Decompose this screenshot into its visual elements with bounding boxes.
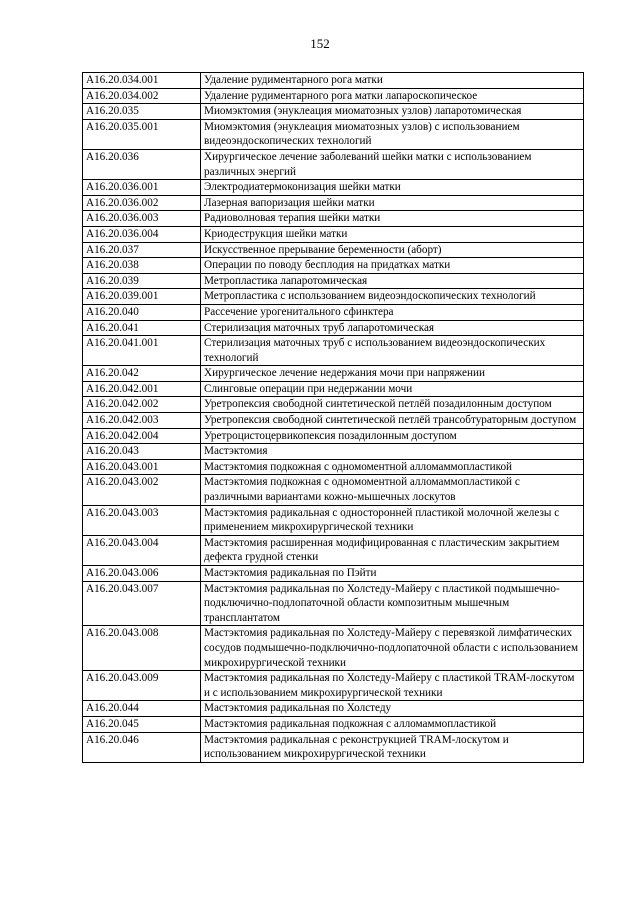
procedure-code-cell: A16.20.034.001 — [83, 73, 201, 89]
table-row — [83, 428, 584, 444]
procedure-name-cell: Мастэктомия радикальная по Холстеду — [201, 701, 584, 717]
table-row — [83, 195, 584, 211]
procedure-code-cell: A16.20.042.004 — [83, 428, 201, 444]
procedure-name-cell: Операции по поводу бесплодия на придатках матки — [201, 258, 584, 274]
table-row — [83, 88, 584, 104]
table-row — [83, 119, 584, 149]
table-row — [83, 459, 584, 475]
table-row — [83, 242, 584, 258]
table-row — [83, 258, 584, 274]
procedure-code-cell: A16.20.042.003 — [83, 413, 201, 429]
procedure-name-cell: Метропластика лапаротомическая — [201, 273, 584, 289]
procedure-code-cell: A16.20.043.002 — [83, 475, 201, 505]
table-row — [83, 566, 584, 582]
procedure-name-cell: Мастэктомия подкожная с одномоментной алломаммопластикой — [201, 459, 584, 475]
procedure-name-cell: Мастэктомия радикальная с реконструкцией TRAM-лоскутом и использованием микрохирургической техники — [201, 732, 584, 762]
procedure-code-cell: A16.20.043.008 — [83, 626, 201, 671]
procedure-code-cell: A16.20.043.009 — [83, 671, 201, 701]
procedure-codes-body — [83, 73, 584, 763]
table-row — [83, 273, 584, 289]
table-row — [83, 413, 584, 429]
procedure-name-cell: Мастэктомия радикальная по Холстеду-Майеру с пластикой подмышечно-подключично-подлопаточной области композитным мышечным трансплантатом — [201, 581, 584, 626]
table-row — [83, 211, 584, 227]
procedure-name-cell: Мастэктомия радикальная по Холстеду-Майеру с перевязкой лимфатических сосудов подмышечно-подключично-подлопаточной области с использованием микрохирургической техники — [201, 626, 584, 671]
procedure-name-cell: Миомэктомия (энуклеация миоматозных узлов) лапаротомическая — [201, 104, 584, 120]
page-number: 152 — [310, 36, 330, 51]
procedure-name-cell: Метропластика с использованием видеоэндоскопических технологий — [201, 289, 584, 305]
table-row — [83, 104, 584, 120]
procedure-code-cell: A16.20.036.004 — [83, 226, 201, 242]
procedure-name-cell: Уретропексия свободной синтетической петлёй позадилонным доступом — [201, 397, 584, 413]
procedure-code-cell: A16.20.042.001 — [83, 381, 201, 397]
table-row — [83, 73, 584, 89]
procedure-name-cell: Удаление рудиментарного рога матки — [201, 73, 584, 89]
procedure-name-cell: Рассечение урогенитального сфинктера — [201, 304, 584, 320]
procedure-name-cell: Стерилизация маточных труб с использованием видеоэндоскопических технологий — [201, 336, 584, 366]
table-row — [83, 289, 584, 305]
table-row — [83, 366, 584, 382]
procedure-code-cell: A16.20.043 — [83, 444, 201, 460]
table-row — [83, 397, 584, 413]
table-row — [83, 581, 584, 626]
procedure-name-cell: Стерилизация маточных труб лапаротомическая — [201, 320, 584, 336]
procedure-name-cell: Уретроцистоцервикопексия позадилонным доступом — [201, 428, 584, 444]
procedure-name-cell: Мастэктомия расширенная модифицированная с пластическим закрытием дефекта грудной стенки — [201, 535, 584, 565]
table-row — [83, 505, 584, 535]
table-row — [83, 304, 584, 320]
table-row — [83, 671, 584, 701]
table-row — [83, 716, 584, 732]
table-row — [83, 475, 584, 505]
procedure-code-cell: A16.20.043.001 — [83, 459, 201, 475]
table-row — [83, 381, 584, 397]
procedure-code-cell: A16.20.041.001 — [83, 336, 201, 366]
table-row — [83, 701, 584, 717]
procedure-code-cell: A16.20.034.002 — [83, 88, 201, 104]
procedure-code-cell: A16.20.038 — [83, 258, 201, 274]
table-row — [83, 149, 584, 179]
procedure-code-cell: A16.20.040 — [83, 304, 201, 320]
procedure-name-cell: Мастэктомия радикальная по Пэйти — [201, 566, 584, 582]
procedure-code-cell: A16.20.036.003 — [83, 211, 201, 227]
procedure-code-cell: A16.20.043.006 — [83, 566, 201, 582]
table-row — [83, 180, 584, 196]
procedure-code-cell: A16.20.036.001 — [83, 180, 201, 196]
procedure-code-cell: A16.20.041 — [83, 320, 201, 336]
table-row — [83, 626, 584, 671]
table-row — [83, 226, 584, 242]
table-row — [83, 336, 584, 366]
procedure-name-cell: Удаление рудиментарного рога матки лапароскопическое — [201, 88, 584, 104]
table-row — [83, 320, 584, 336]
procedure-code-cell: A16.20.039 — [83, 273, 201, 289]
procedure-code-cell: A16.20.042.002 — [83, 397, 201, 413]
procedure-name-cell: Мастэктомия радикальная с односторонней пластикой молочной железы с применением микрохирургической техники — [201, 505, 584, 535]
procedure-code-cell: A16.20.043.004 — [83, 535, 201, 565]
procedure-code-cell: A16.20.035 — [83, 104, 201, 120]
procedure-name-cell: Мастэктомия подкожная с одномоментной алломаммопластикой с различными вариантами кожно-мышечных лоскутов — [201, 475, 584, 505]
procedure-code-cell: A16.20.046 — [83, 732, 201, 762]
procedure-name-cell: Миомэктомия (энуклеация миоматозных узлов) с использованием видеоэндоскопических технологий — [201, 119, 584, 149]
procedure-name-cell: Мастэктомия — [201, 444, 584, 460]
procedure-code-cell: A16.20.043.003 — [83, 505, 201, 535]
procedure-codes-table — [82, 72, 584, 763]
table-row — [83, 535, 584, 565]
procedure-code-cell: A16.20.035.001 — [83, 119, 201, 149]
procedure-code-cell: A16.20.043.007 — [83, 581, 201, 626]
procedure-code-cell: A16.20.036 — [83, 149, 201, 179]
table-row — [83, 444, 584, 460]
procedure-name-cell: Электродиатермоконизация шейки матки — [201, 180, 584, 196]
procedure-name-cell: Лазерная вапоризация шейки матки — [201, 195, 584, 211]
procedure-code-cell: A16.20.039.001 — [83, 289, 201, 305]
procedure-name-cell: Слинговые операции при недержании мочи — [201, 381, 584, 397]
procedure-name-cell: Криодеструкция шейки матки — [201, 226, 584, 242]
procedure-code-cell: A16.20.036.002 — [83, 195, 201, 211]
procedure-name-cell: Радиоволновая терапия шейки матки — [201, 211, 584, 227]
procedure-code-cell: A16.20.045 — [83, 716, 201, 732]
procedure-name-cell: Уретропексия свободной синтетической петлёй трансобтураторным доступом — [201, 413, 584, 429]
procedure-code-cell: A16.20.044 — [83, 701, 201, 717]
procedure-name-cell: Искусственное прерывание беременности (аборт) — [201, 242, 584, 258]
procedure-name-cell: Мастэктомия радикальная по Холстеду-Майеру с пластикой TRAM-лоскутом и с использованием микрохирургической техники — [201, 671, 584, 701]
table-row — [83, 732, 584, 762]
procedure-name-cell: Хирургическое лечение недержания мочи при напряжении — [201, 366, 584, 382]
procedure-code-cell: A16.20.037 — [83, 242, 201, 258]
procedure-name-cell: Хирургическое лечение заболеваний шейки матки с использованием различных энергий — [201, 149, 584, 179]
procedure-name-cell: Мастэктомия радикальная подкожная с алломаммопластикой — [201, 716, 584, 732]
procedure-code-cell: A16.20.042 — [83, 366, 201, 382]
